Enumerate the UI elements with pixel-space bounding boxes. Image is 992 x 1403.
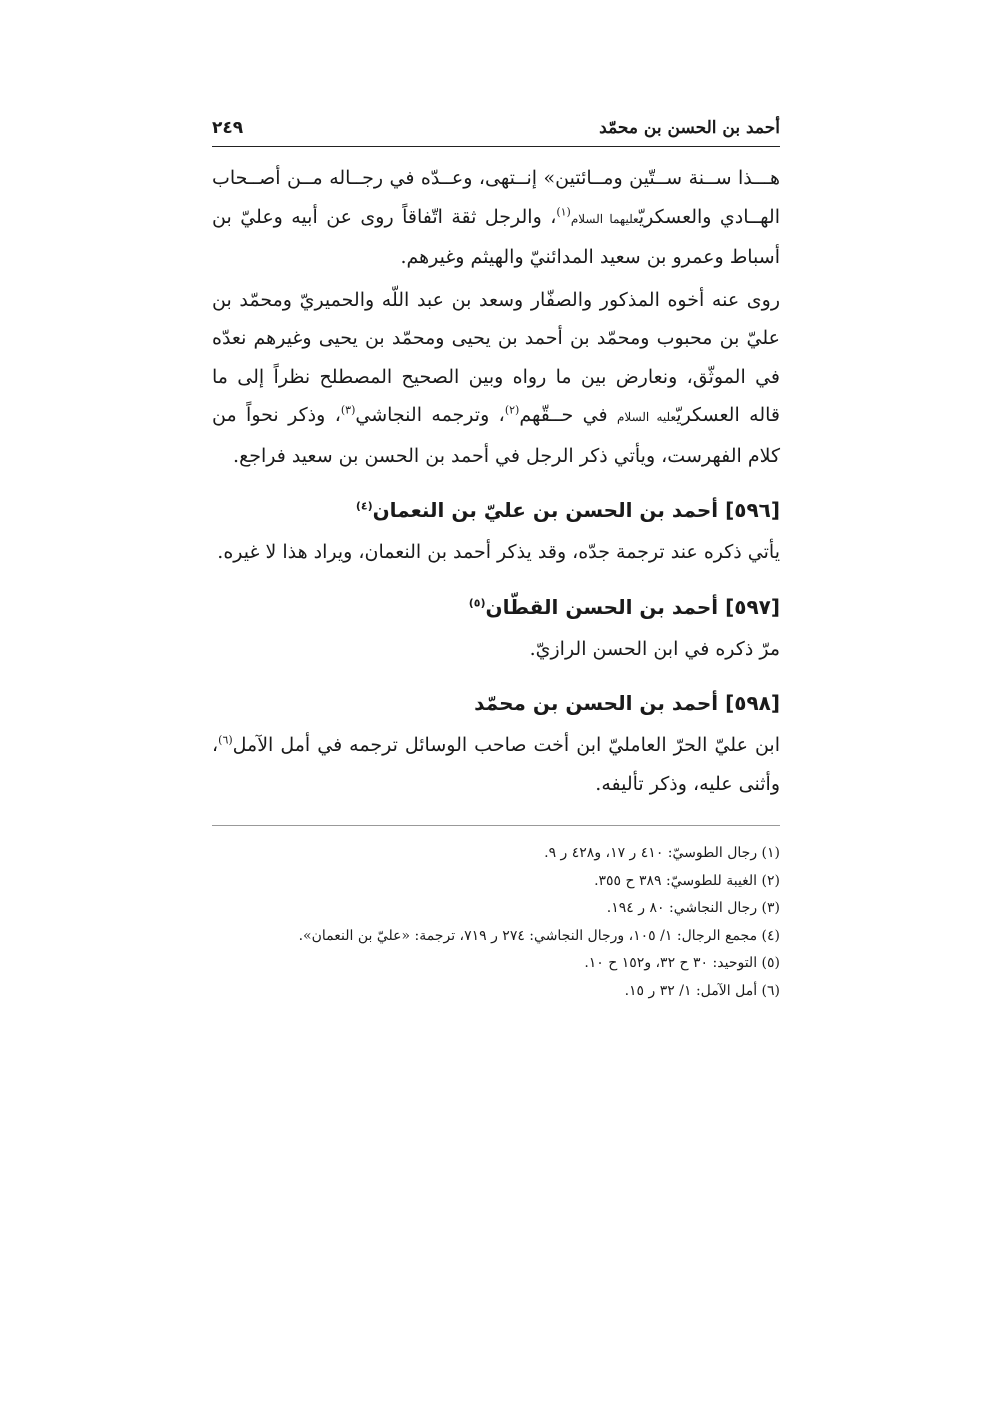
paragraph-2 [212,281,780,476]
paragraph-2-text-d: ، وذكر نحواً من كلام الفهرست، ويأتي ذكر الرجل في أحمد بن الحسن بن سعيد فراجع. [212,404,780,467]
entry-597-heading: [٥٩٧] أحمد بن الحسن القطّان [485,594,780,619]
paragraph-2-text-c: ، وترجمه النجاشي [355,404,505,426]
entry-596-text: يأتي ذكره عند ترجمة جدّه، وقد يذكر أحمد بن النعمان، ويراد هذا لا غيره. [217,541,780,563]
footnote-5: (٥) التوحيد: ٣٠ ح ٣٢، و١٥٢ ح ١٠. [584,955,780,971]
honorific: عليه السلام [616,410,677,424]
entry-598-title [212,686,780,720]
footnotes-section [212,825,780,1005]
entry-597-title [212,590,780,624]
footnote-ref-2[interactable]: (٢) [504,403,520,417]
paragraph-1 [212,159,780,277]
footnote-ref-3[interactable]: (٣) [340,403,356,417]
entry-596-title [212,493,780,527]
footnote-2: (٢) الغيبة للطوسيّ: ٣٨٩ ح ٣٥٥. [594,872,780,889]
footnote-6: (٦) أمل الآمل: ١/ ٣٢ ر ١٥. [624,982,780,999]
paragraph-2-text-a: روى عنه أخوه المذكور والصفّار وسعد بن عبد اللّه والحميريّ ومحمّد بن عليّ بن محبوب ومحمّد بن أحمد بن يحيى ومحمّد بن يحيى وغيرهم نعدّه في الموثّق، ونعارض بين ما رواه وبين الصحيح المصطلح نظراً إلى ما قاله العسكريّ [212,288,780,426]
entry-598-text-b: ، وأثنى عليه، وذكر تأليفه. [212,734,780,795]
footnote-3: (٣) رجال النجاشي: ٨٠ ر ١٩٤. [606,900,780,916]
entry-597-text: مرّ ذكره في ابن الحسن الرازيّ. [529,637,780,660]
running-header [212,118,780,147]
footnote-1: (١) رجال الطوسيّ: ٤١٠ ر ١٧، و٤٢٨ ر ٩. [544,845,780,861]
footnote-ref-5[interactable]: (٥) [468,595,486,609]
footnote-ref-1[interactable]: (١) [556,205,571,219]
paragraph-1-text-b: ، والرجل ثقة اتّفاقاً روى عن أبيه وعليّ بن أسباط وعمرو بن سعيد المدائنيّ والهيثم وغيرهم. [212,205,780,268]
footnote-ref-6[interactable]: (٦) [218,733,233,747]
running-title: أحمد بن الحسن بن محمّد [599,118,780,138]
footnote-ref-4[interactable]: (٤) [355,499,373,513]
entry-598-text [212,726,780,803]
honorific: عليهما السلام [570,211,639,226]
paragraph-2-text-b: في حــقّهم [519,404,617,426]
entry-598-heading: [٥٩٨] أحمد بن الحسن بن محمّد [474,691,780,715]
entry-596-heading: [٥٩٦] أحمد بن الحسن بن عليّ بن النعمان [372,498,780,522]
paragraph-1-text-a: هـــذا ســنة ســتّين ومــائتين» إنــتهى، وعــدّه في رجــاله مــن أصــحاب الهــادي والعسكريّ [212,167,781,228]
page-number: ٢٤٩ [212,118,244,138]
entry-598-text-a: ابن عليّ الحرّ العامليّ ابن أخت صاحب الوسائل ترجمه في أمل الآمل [232,734,780,756]
document-page [212,118,780,1005]
footnote-4: (٤) مجمع الرجال: ١/ ١٠٥، ورجال النجاشي: ٢٧٤ ر ٧١٩، ترجمة: «عليّ بن النعمان». [298,927,780,944]
